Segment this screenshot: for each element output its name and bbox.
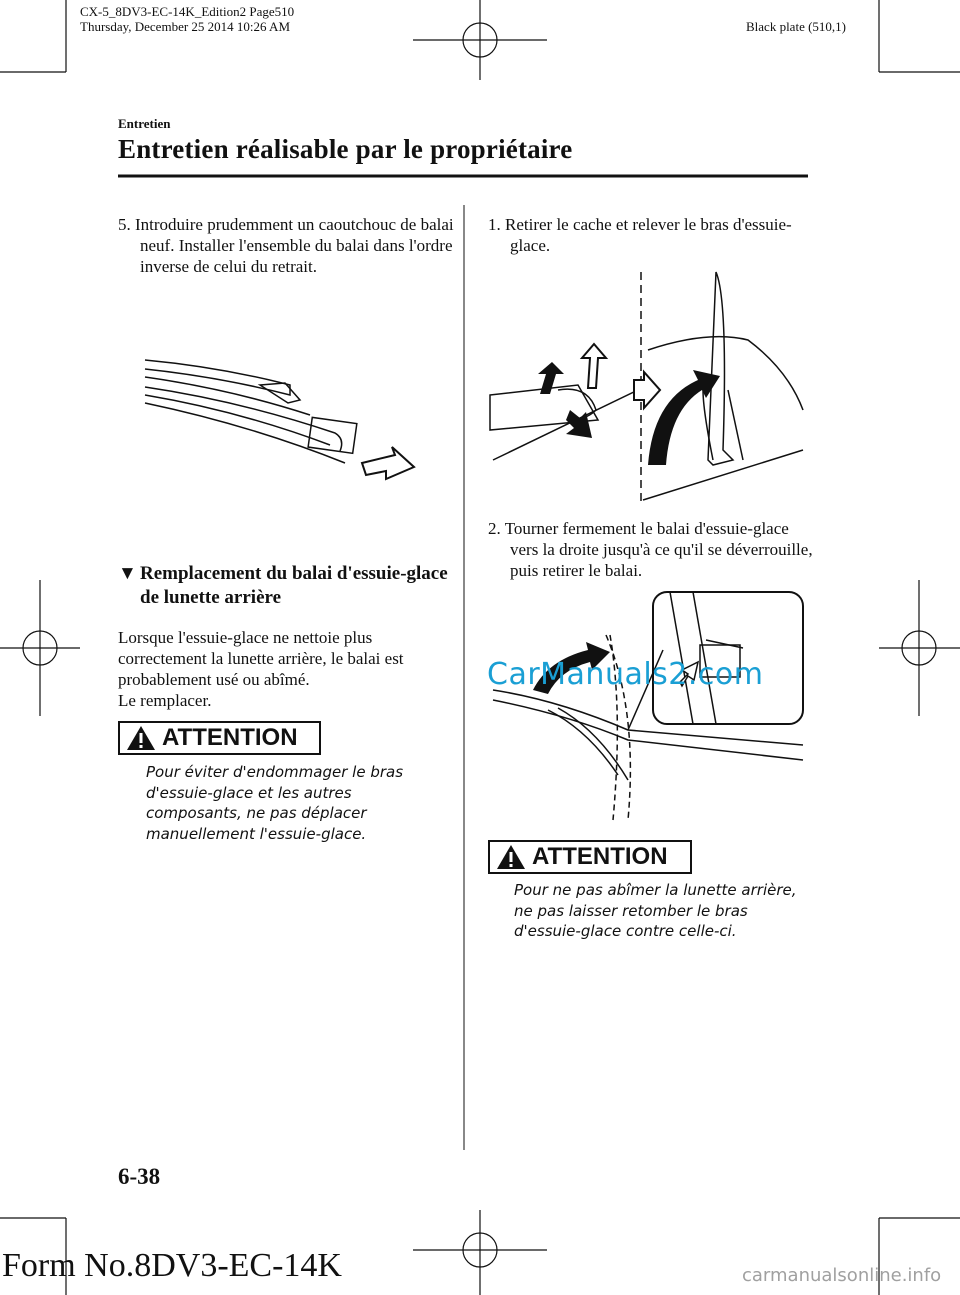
subsection-heading: [118, 562, 448, 610]
attention-text-right: Pour ne pas abîmer la lunette arrière, ne pas laisser retomber le bras d'essuie-glace contre celle-ci.: [514, 881, 797, 940]
intro-paragraph-text: Lorsque l'essuie-glace ne nettoie plus correctement la lunette arrière, le balai est probablement usé ou abîmé.: [118, 628, 404, 689]
attention-text-left: Pour éviter d'endommager le bras d'essuie-glace et les autres composants, ne pas déplacer manuellement l'essuie-glace.: [146, 763, 404, 843]
file-info: [80, 4, 294, 34]
intro-paragraph-text-2: Le remplacer.: [118, 691, 212, 710]
form-number: Form No.8DV3-EC-14K: [2, 1247, 342, 1284]
warning-icon: [496, 844, 526, 870]
page-title: Entretien réalisable par le propriétaire: [118, 134, 573, 164]
watermark-logo: CarManuals2.com: [487, 657, 764, 692]
triangle-marker-icon: ▼: [118, 563, 137, 584]
file-name: CX-5_8DV3-EC-14K_Edition2 Page510: [80, 4, 295, 19]
step-1-text: 1. Retirer le cache et relever le bras d'essuie-glace.: [488, 215, 792, 255]
file-timestamp: Thursday, December 25 2014 10:26 AM: [80, 19, 291, 34]
wiper-blade-insert-illustration: [140, 355, 420, 495]
site-watermark: carmanualsonline.info: [742, 1265, 942, 1286]
wiper-blade-removal-illustration: [488, 590, 808, 830]
attention-label: ATTENTION: [532, 843, 668, 870]
attention-label: ATTENTION: [162, 724, 298, 751]
wiper-arm-raise-illustration: [488, 270, 808, 505]
plate-label: Black plate (510,1): [746, 19, 846, 34]
subsection-heading-text: Remplacement du balai d'essuie-glace de lunette arrière: [140, 563, 448, 608]
section-label: Entretien: [118, 116, 171, 131]
intro-paragraph: [118, 627, 450, 711]
attention-box-right: [488, 840, 692, 874]
attention-box-left: [118, 721, 321, 755]
step-2-text: 2. Tourner fermement le balai d'essuie-glace vers la droite jusqu'à ce qu'il se déverrouille, puis retirer le balai.: [488, 519, 813, 580]
page-number: 6-38: [118, 1164, 161, 1189]
step-5-text: 5. Introduire prudemment un caoutchouc de balai neuf. Installer l'ensemble du balai dans l'ordre inverse de celui du retrait.: [118, 215, 454, 276]
warning-icon: [126, 725, 156, 751]
